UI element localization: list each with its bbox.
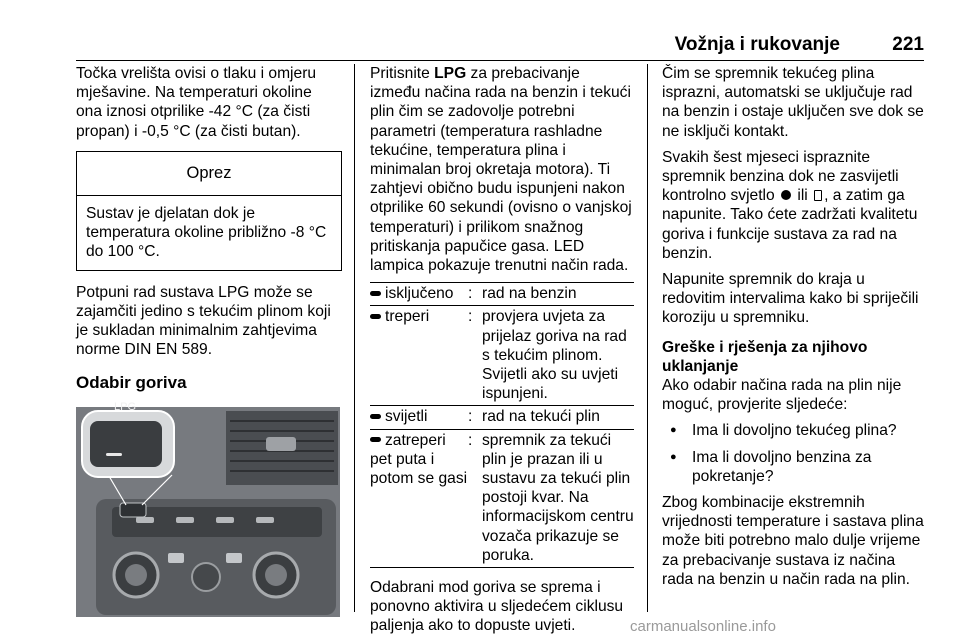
led-icon: [370, 414, 381, 419]
column-3: [662, 64, 926, 596]
led-icon: [370, 314, 381, 319]
led-state-table: [370, 282, 634, 568]
state-value: rad na benzin: [482, 285, 577, 303]
state-sep: :: [468, 431, 473, 449]
state-key: svijetli: [385, 408, 428, 426]
state-sep: :: [468, 285, 473, 303]
lpg-text-pre: Pritisnite: [370, 65, 435, 82]
paragraph-check: Ako odabir načina rada na plin nije moguć, provjerite sljedeće:: [662, 377, 902, 414]
table-row: [370, 283, 634, 306]
column-1: [76, 64, 342, 617]
watermark-text: carmanualsonline.info: [630, 618, 776, 635]
table-row: [370, 430, 634, 568]
text-part: ili: [793, 187, 813, 205]
table-row: [370, 306, 634, 406]
heading-troubleshooting: Greške i rješenja za njihovo uklanjanje: [662, 338, 868, 375]
paragraph-tank-empty: Čim se spremnik tekućeg plina isprazni, automatski se uključuje rad na benzin i ostaje uključen sve dok se ne isključi kontakt.: [662, 65, 924, 140]
state-key: isključeno: [385, 285, 454, 303]
check-list: [662, 421, 926, 486]
state-value: provjera uvjeta za prijelaz goriva na rad s tekućim plinom. Svijetli ako su uvjeti ispunjeni.: [482, 308, 627, 403]
paragraph-extreme-values: Zbog kombinacije ekstremnih vrijednosti temperature i sastava plina može biti potrebno malo dulje vrijeme za prebacivanje sustava iz načina rada na benzin u način rada na plin.: [662, 494, 924, 588]
caution-box: [76, 151, 342, 271]
header-rule: [76, 60, 924, 61]
list-item: ● Ima li dovoljno benzina za pokretanje?: [662, 448, 926, 486]
state-sep: :: [468, 308, 473, 326]
led-icon: [370, 291, 381, 296]
led-icon: [370, 437, 381, 442]
page-number: 221: [892, 34, 924, 55]
caution-body: Sustav je djelatan dok je temperatura okoline približno -8 °C do 100 °C.: [86, 205, 327, 261]
fuel-pump-icon: [814, 190, 822, 201]
text-part: Svakih šest mjeseci ispraznite spremnik benzina dok ne zasvijetli kontrolno svjetlo: [662, 148, 899, 205]
photo-lpg-label: LPG: [114, 401, 137, 413]
paragraph-lpg-quality: Potpuni rad sustava LPG može se zajamčiti jedino s tekućim plinom koji je sukladan minimalnim zahtjevima norme DIN EN 589.: [76, 283, 331, 359]
column-2: [370, 64, 634, 643]
heading-fuel-selection: Odabir goriva: [76, 373, 187, 393]
page-header: [76, 34, 924, 56]
warning-light-icon: [781, 190, 791, 200]
lpg-text-post: za prebacivanje između načina rada na benzin i tekući plin čim se zadovolje potrebni parametri (temperatura rashladne tekućine, temperatura plina i minimalan broj okretaja motora). Ti zahtjevi obično budu ispunjeni nakon otprilike 60 sekundi (ovisno o vanjskoj temperaturi) i prilikom snažnog pritiskanja papučice gasa. LED lampica pokazuje trenutni način rada.: [370, 65, 632, 275]
lpg-button-ref: LPG: [434, 65, 467, 82]
paragraph-mode-memory: Odabrani mod goriva se sprema i ponovno aktivira u sljedećem ciklusu paljenja ako to dopuste uvjeti.: [370, 579, 624, 635]
paragraph-fill-tank: Napunite spremnik do kraja u redovitim intervalima kako bi spriječili koroziju u spremniku.: [662, 271, 919, 327]
state-key: zatreperi pet puta i potom se gasi: [370, 431, 468, 488]
state-value: rad na tekući plin: [482, 408, 600, 426]
paragraph-lpg-switch: [370, 64, 634, 275]
list-item: ● Ima li dovoljno tekućeg plina?: [662, 421, 926, 440]
paragraph-boiling-point: Točka vrelišta ovisi o tlaku i omjeru mješavine. Na temperaturi okoline ona iznosi otprilike -42 °C (za čisti propan) i -0,5 °C (za čisti butan).: [76, 65, 317, 140]
column-divider-1: [354, 64, 355, 612]
state-key: treperi: [385, 308, 430, 326]
column-divider-2: [647, 64, 648, 612]
section-title: Vožnja i rukovanje: [674, 34, 840, 55]
text-part: , a zatim ga napunite. Tako ćete zadržati kvalitetu goriva i funkcije sustava za rad na benzin.: [662, 187, 918, 262]
paragraph-six-months: [662, 148, 926, 263]
caution-title: Oprez: [77, 152, 341, 196]
dashboard-photo: [76, 407, 340, 617]
state-sep: :: [468, 408, 473, 426]
table-row: [370, 406, 634, 429]
state-value: spremnik za tekući plin je prazan ili u sustavu za tekući plin postoji kvar. Na informacijskom centru vozača prikazuje se poruka.: [482, 431, 634, 564]
